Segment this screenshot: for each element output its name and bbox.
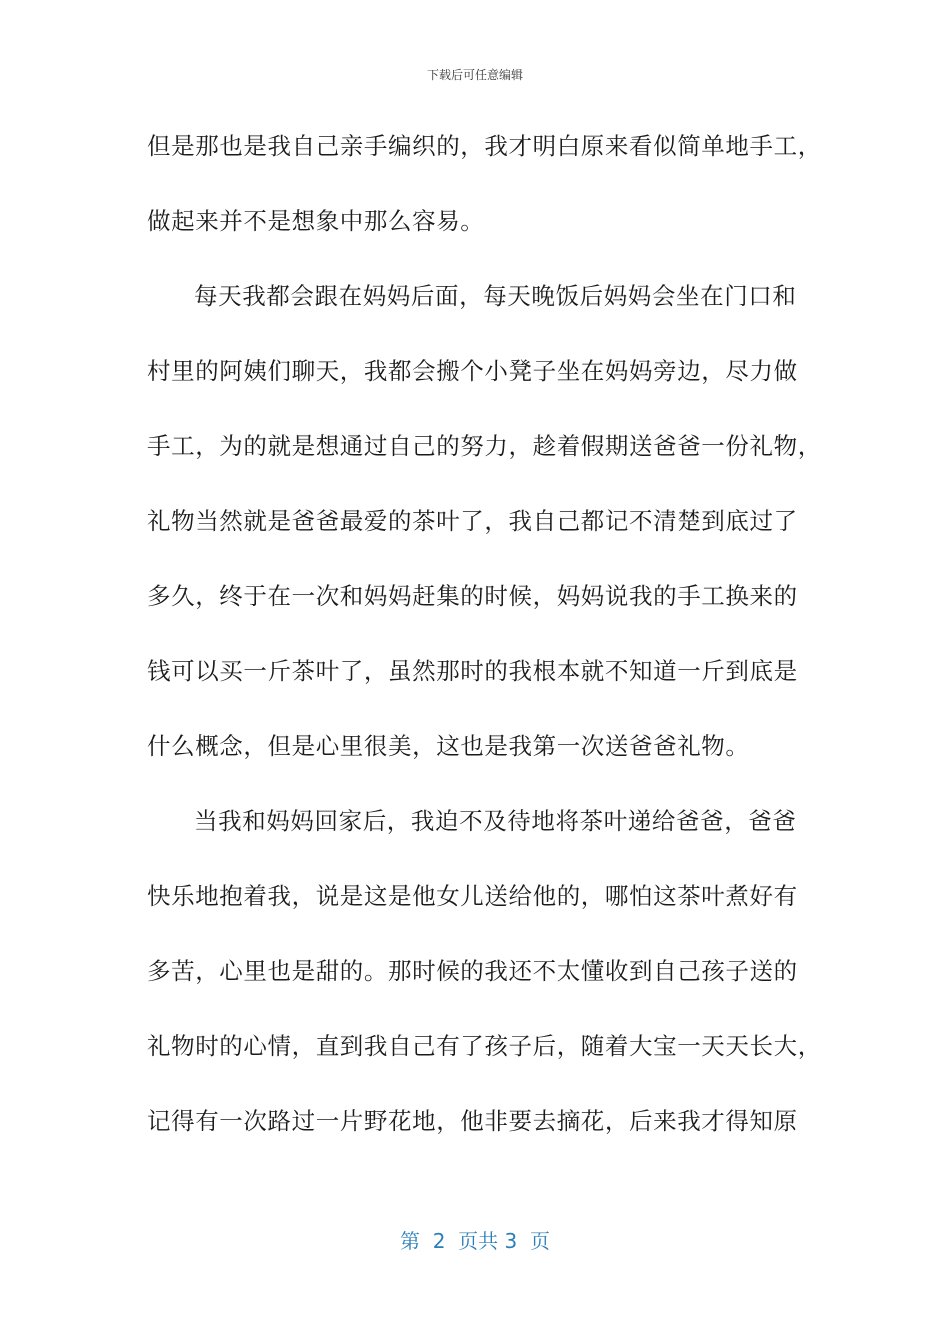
document-body <box>147 126 822 1176</box>
text-line: 多苦，心里也是甜的。那时候的我还不太懂收到自己孩子送的 <box>147 957 798 985</box>
text-line: 村里的阿姨们聊天，我都会搬个小凳子坐在妈妈旁边，尽力做 <box>147 357 798 385</box>
text-line: 礼物时的心情，直到我自己有了孩子后，随着大宝一天天长大， <box>147 1032 822 1060</box>
text-line: 钱可以买一斤茶叶了，虽然那时的我根本就不知道一斤到底是 <box>147 657 798 685</box>
text-line: 手工，为的就是想通过自己的努力，趁着假期送爸爸一份礼物， <box>147 432 822 460</box>
text-line: 但是那也是我自己亲手编织的，我才明白原来看似简单地手工， <box>147 132 822 160</box>
text-line: 多久，终于在一次和妈妈赶集的时候，妈妈说我的手工换来的 <box>147 582 798 610</box>
text-line: 礼物当然就是爸爸最爱的茶叶了，我自己都记不清楚到底过了 <box>147 507 798 535</box>
text-line: 快乐地抱着我，说是这是他女儿送给他的，哪怕这茶叶煮好有 <box>147 882 798 910</box>
text-line: 记得有一次路过一片野花地，他非要去摘花，后来我才得知原 <box>147 1107 798 1135</box>
page-number-footer: 第 2 页共 3 页 <box>400 1229 550 1253</box>
text-line: 每天我都会跟在妈妈后面，每天晚饭后妈妈会坐在门口和 <box>194 282 797 310</box>
text-line: 做起来并不是想象中那么容易。 <box>147 207 485 235</box>
text-line: 当我和妈妈回家后，我迫不及待地将茶叶递给爸爸，爸爸 <box>194 807 797 835</box>
text-line: 什么概念，但是心里很美，这也是我第一次送爸爸礼物。 <box>147 732 750 760</box>
page-header-note: 下载后可任意编辑 <box>426 68 523 82</box>
